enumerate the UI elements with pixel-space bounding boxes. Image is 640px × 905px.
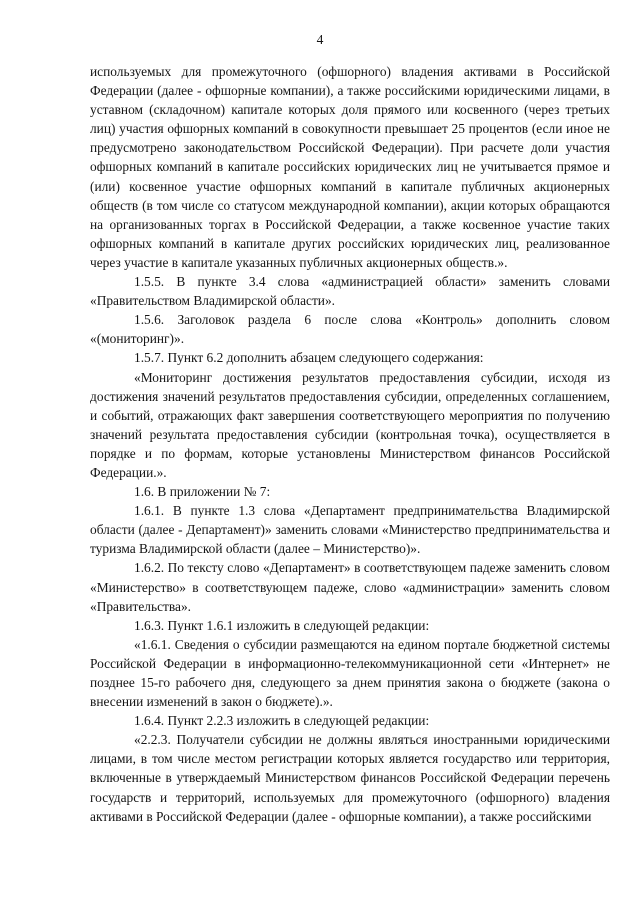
page-number: 4 (316, 32, 324, 47)
document-body (90, 62, 610, 826)
paragraph-1-6-1-quote: «1.6.1. Сведения о субсидии размещаются на едином портале бюджетной системы Российской Федерации в информационно-телекоммуникационной сети «Интернет» не позднее 15-го рабочего дня, следующего за днем принятия закона о бюджете (закона о внесении изменений в закон о бюджете).». (90, 636, 610, 710)
paragraph-offshore-continuation: используемых для промежуточного (офшорного) владения активами в Российской Федерации (далее - офшорные компании), а также российскими юридическими лицами, в уставном (складочном) капитале которых доля прямого или косвенного (через третьих лиц) участия офшорных компаний в совокупности превышает 25 процентов (если иное не предусмотрено законодательством Российской Федерации). При расчете доли участия офшорных компаний в капитале российских юридических лиц не учитывается прямое и (или) косвенное участие офшорных компаний в капитале публичных акционерных обществ (в том числе со статусом международной компании), акции которых обращаются на организованных торгах в Российской Федерации, а также косвенное участие таких офшорных компаний в капитале других российских юридических лиц, реализованное через участие в капитале указанных публичных акционерных обществ.». (90, 64, 610, 270)
paragraph-1-6-2: 1.6.2. По тексту слово «Департамент» в соответствующем падеже заменить словом «Министерство» в соответствующем падеже, слово «администрации» заменить словом «Правительства». (90, 560, 610, 614)
paragraph-2-2-3-quote: «2.2.3. Получатели субсидии не должны являться иностранными юридическими лицами, в том числе местом регистрации которых является государство или территория, включенные в утверждаемый Министерством финансов Российской Федерации перечень государств и территорий, используемых для промежуточного (офшорного) владения активами в Российской Федерации (далее - офшорные компании), а также российскими (90, 732, 610, 824)
paragraph-1-5-6: 1.5.6. Заголовок раздела 6 после слова «Контроль» дополнить словом «(мониторинг)». (90, 312, 610, 347)
paragraph-1-6: 1.6. В приложении № 7: (134, 484, 271, 500)
paragraph-1-6-4: 1.6.4. Пункт 2.2.3 изложить в следующей редакции: (134, 713, 430, 729)
paragraph-1-5-5: 1.5.5. В пункте 3.4 слова «администрацией области» заменить словами «Правительством Владимирской области». (90, 274, 610, 309)
paragraph-1-5-7: 1.5.7. Пункт 6.2 дополнить абзацем следующего содержания: (134, 350, 484, 366)
paragraph-1-6-3: 1.6.3. Пункт 1.6.1 изложить в следующей редакции: (134, 617, 430, 633)
paragraph-1-6-1: 1.6.1. В пункте 1.3 слова «Департамент предпринимательства Владимирской области (далее - Департамент)» заменить словами «Министерство предпринимательства и туризма Владимирской области (далее – Министерство)». (90, 503, 610, 557)
paragraph-monitoring-quote: «Мониторинг достижения результатов предоставления субсидии, исходя из достижения значений результатов предоставления субсидии, определенных соглашением, и событий, отражающих факт завершения соответствующего мероприятия по получению значений результата предоставления субсидии (контрольная точка), осуществляется в порядке и по формам, которые установлены Министерством финансов Российской Федерации.». (90, 369, 610, 480)
